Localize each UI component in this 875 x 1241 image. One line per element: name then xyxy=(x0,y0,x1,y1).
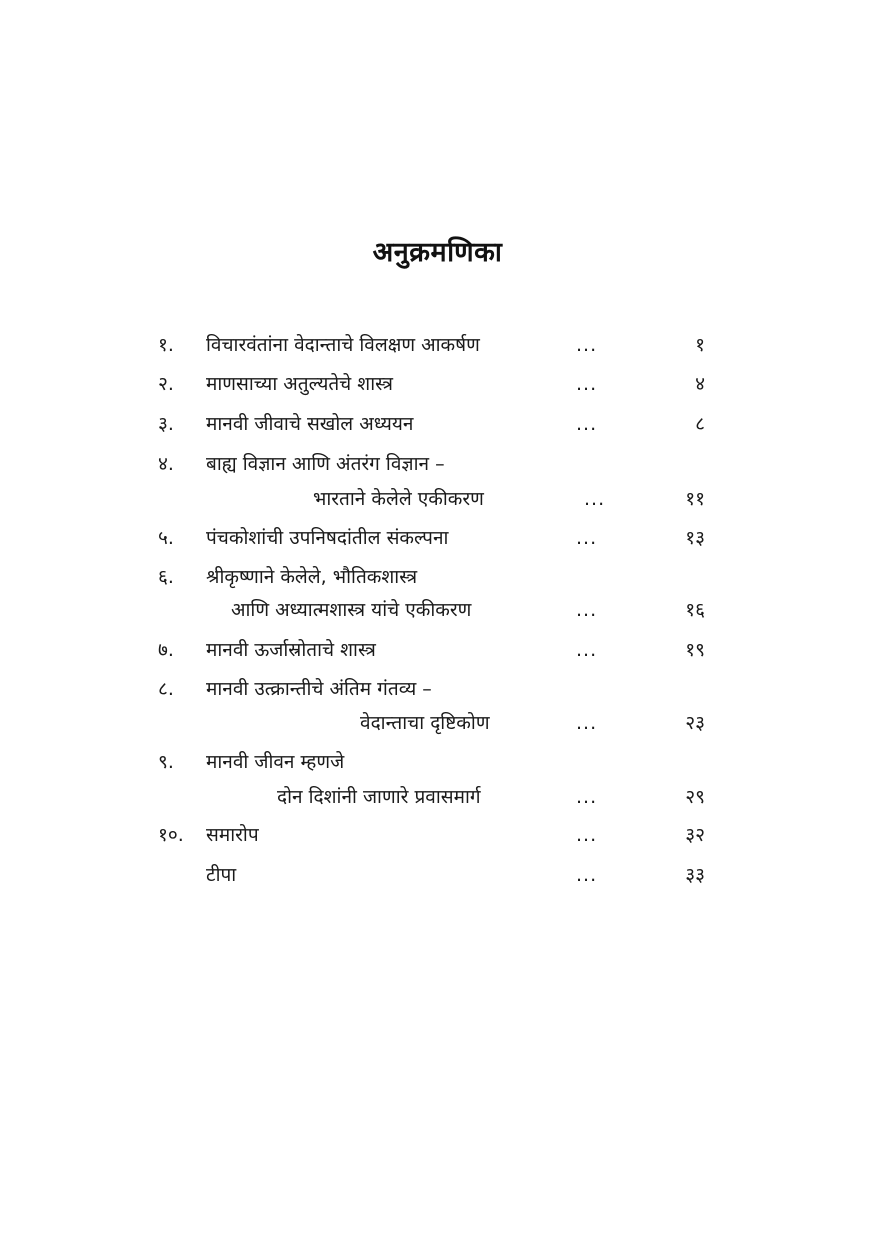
entry-title: मानवी ऊर्जास्रोताचे शास्त्र xyxy=(206,639,376,661)
leader-dots: ... xyxy=(584,488,606,510)
toc-entry xyxy=(0,635,875,665)
toc-entry-continuation xyxy=(0,708,875,738)
entry-number: १०. xyxy=(158,824,184,846)
page-number: ११ xyxy=(685,488,705,510)
leader-dots: ... xyxy=(576,413,598,435)
entry-number: ८. xyxy=(158,678,174,700)
toc-entry xyxy=(0,449,875,479)
toc-entry xyxy=(0,562,875,592)
entry-number: ९. xyxy=(158,751,174,773)
entry-title: मानवी जीवाचे सखोल अध्ययन xyxy=(206,413,414,435)
entry-title-line-2: भारताने केलेले एकीकरण xyxy=(313,488,484,510)
entry-number: ६. xyxy=(158,566,174,588)
entry-title: माणसाच्या अतुल्यतेचे शास्त्र xyxy=(206,373,393,395)
leader-dots: ... xyxy=(576,864,598,886)
page-number: ३२ xyxy=(685,824,705,846)
leader-dots: ... xyxy=(576,712,598,734)
entry-title: टीपा xyxy=(206,864,237,886)
page-number: १३ xyxy=(685,527,705,549)
entry-title-line-2: आणि अध्यात्मशास्त्र यांचे एकीकरण xyxy=(231,599,472,621)
entry-title-line-2: वेदान्ताचा दृष्टिकोण xyxy=(360,712,490,734)
leader-dots: ... xyxy=(576,527,598,549)
page-number: १९ xyxy=(685,639,705,661)
toc-entry-continuation xyxy=(0,782,875,812)
page-number: ४ xyxy=(695,373,705,395)
entry-title-line-1: मानवी उत्क्रान्तीचे अंतिम गंतव्य – xyxy=(206,678,432,700)
entry-number: ५. xyxy=(158,527,174,549)
page-number: १ xyxy=(695,334,705,356)
entry-number: ३. xyxy=(158,413,174,435)
toc-entry xyxy=(0,674,875,704)
toc-entry xyxy=(0,523,875,553)
entry-number: १. xyxy=(158,334,174,356)
page-number: २३ xyxy=(685,712,705,734)
leader-dots: ... xyxy=(576,824,598,846)
entry-number: ७. xyxy=(158,639,174,661)
entry-title-line-1: बाह्य विज्ञान आणि अंतरंग विज्ञान – xyxy=(206,453,445,475)
leader-dots: ... xyxy=(576,599,598,621)
entry-title: विचारवंतांना वेदान्ताचे विलक्षण आकर्षण xyxy=(206,334,480,356)
entry-title: पंचकोशांची उपनिषदांतील संकल्पना xyxy=(206,527,449,549)
page-title: अनुक्रमणिका xyxy=(372,237,503,268)
leader-dots: ... xyxy=(576,334,598,356)
entry-title-line-2: दोन दिशांनी जाणारे प्रवासमार्ग xyxy=(277,786,481,808)
leader-dots: ... xyxy=(576,373,598,395)
toc-entry-continuation xyxy=(0,484,875,514)
page-number: १६ xyxy=(685,599,705,621)
leader-dots: ... xyxy=(576,786,598,808)
leader-dots: ... xyxy=(576,639,598,661)
toc-entry xyxy=(0,860,875,890)
toc-entry xyxy=(0,820,875,850)
toc-entry xyxy=(0,369,875,399)
page-number: ८ xyxy=(695,413,705,435)
entry-title: समारोप xyxy=(206,824,259,846)
entry-number: २. xyxy=(158,373,174,395)
page-number: ३३ xyxy=(685,864,705,886)
toc-entry-continuation xyxy=(0,595,875,625)
toc-entry xyxy=(0,747,875,777)
page-number: २९ xyxy=(685,786,705,808)
toc-entry xyxy=(0,409,875,439)
toc-entry xyxy=(0,330,875,360)
entry-title-line-1: मानवी जीवन म्हणजे xyxy=(206,751,345,773)
entry-number: ४. xyxy=(158,453,174,475)
entry-title-line-1: श्रीकृष्णाने केलेले, भौतिकशास्त्र xyxy=(206,566,418,588)
